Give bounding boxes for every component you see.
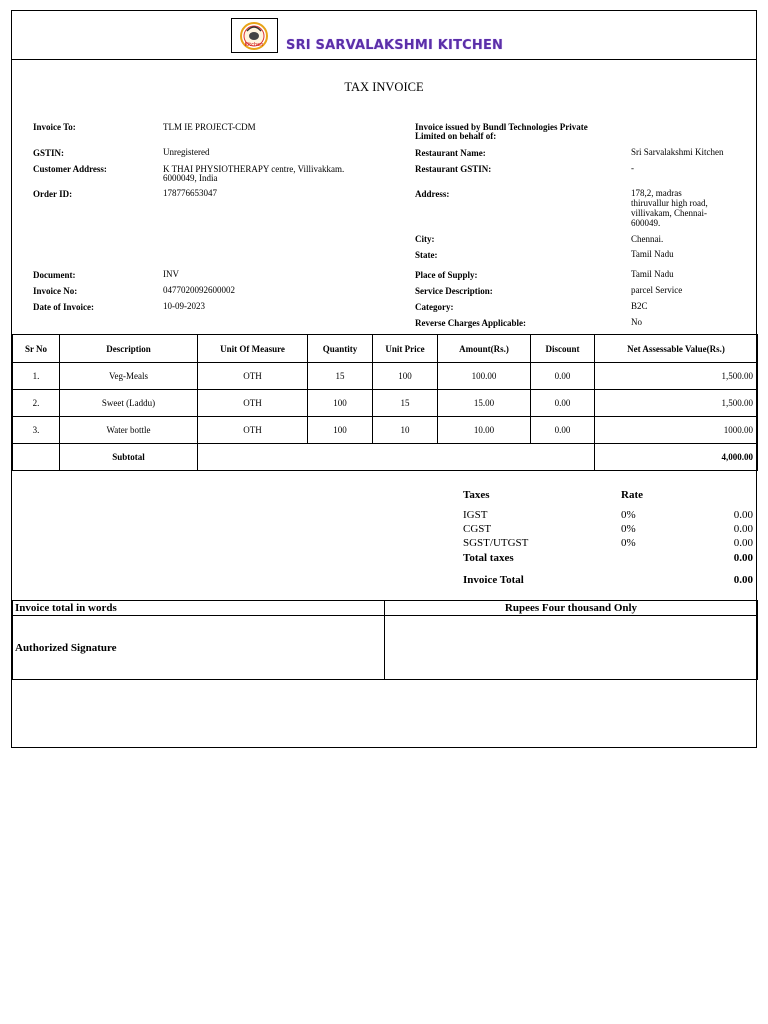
subtotal-blank — [13, 444, 60, 471]
igst-value: 0.00 — [733, 509, 753, 521]
reverse-charges-value: No — [631, 317, 642, 327]
invoice-no-value: 0477020092600002 — [163, 285, 235, 295]
header-discount: Discount — [531, 335, 595, 363]
cell-net-value: 1,500.00 — [595, 363, 758, 390]
cell-amount: 100.00 — [438, 363, 531, 390]
cell-unit: OTH — [198, 363, 308, 390]
table-row — [13, 390, 758, 417]
cell-unit-price: 15 — [373, 390, 438, 417]
restaurant-gstin-value: - — [631, 163, 634, 173]
order-id-label: Order ID: — [33, 189, 73, 199]
city-label: City: — [415, 234, 435, 244]
cell-discount: 0.00 — [531, 363, 595, 390]
sgst-label: SGST/UTGST — [463, 537, 529, 549]
invoice-total-value: 0.00 — [733, 574, 753, 586]
header-unit-price: Unit Price — [373, 335, 438, 363]
state-label: State: — [415, 250, 438, 260]
igst-label: IGST — [463, 509, 488, 521]
words-label: Invoice total in words — [13, 601, 385, 616]
customer-address-label: Customer Address: — [33, 164, 107, 174]
invoice-header — [12, 11, 756, 60]
address-line4: 600049. — [631, 218, 661, 228]
customer-address-line1: K THAI PHYSIOTHERAPY centre, Villivakkam. — [163, 164, 345, 174]
document-value: INV — [163, 269, 179, 279]
table-row — [13, 417, 758, 444]
subtotal-row — [13, 444, 758, 471]
cell-unit: OTH — [198, 417, 308, 444]
subtotal-spacer — [198, 444, 595, 471]
signature-row — [13, 616, 758, 680]
cell-sr-no: 2. — [13, 390, 60, 417]
date-value: 10-09-2023 — [163, 301, 205, 311]
cgst-rate: 0% — [621, 523, 636, 535]
cell-net-value: 1,500.00 — [595, 390, 758, 417]
total-taxes-label: Total taxes — [463, 552, 514, 564]
cell-net-value: 1000.00 — [595, 417, 758, 444]
gstin-label: GSTIN: — [33, 148, 65, 158]
invoice-total-label: Invoice Total — [463, 574, 524, 586]
total-taxes-value: 0.00 — [733, 552, 753, 564]
header-description: Description — [60, 335, 198, 363]
rate-heading: Rate — [621, 489, 643, 501]
place-label: Place of Supply: — [415, 270, 478, 280]
items-table — [12, 334, 758, 471]
address-line3: villivakam, Chennai- — [631, 208, 707, 218]
cell-description: Veg-Meals — [60, 363, 198, 390]
cell-amount: 15.00 — [438, 390, 531, 417]
cell-description: Water bottle — [60, 417, 198, 444]
invoice-no-label: Invoice No: — [33, 286, 78, 296]
address-line1: 178,2, madras — [631, 188, 682, 198]
category-value: B2C — [631, 301, 648, 311]
subtotal-value: 4,000.00 — [595, 444, 758, 471]
signature-box — [385, 616, 758, 680]
table-header-row — [13, 335, 758, 363]
cell-amount: 10.00 — [438, 417, 531, 444]
customer-address-line2: 6000049, India — [163, 173, 218, 183]
cell-unit: OTH — [198, 390, 308, 417]
restaurant-name-label: Restaurant Name: — [415, 148, 486, 158]
place-value: Tamil Nadu — [631, 269, 674, 279]
restaurant-gstin-label: Restaurant GSTIN: — [415, 164, 492, 174]
cell-sr-no: 3. — [13, 417, 60, 444]
restaurant-name-value: Sri Sarvalakshmi Kitchen — [631, 147, 724, 157]
header-net-value: Net Assessable Value(Rs.) — [595, 335, 758, 363]
cell-sr-no: 1. — [13, 363, 60, 390]
service-label: Service Description: — [415, 286, 493, 296]
cell-quantity: 15 — [308, 363, 373, 390]
signature-label: Authorized Signature — [13, 616, 385, 680]
footer-table — [12, 600, 758, 680]
service-value: parcel Service — [631, 285, 683, 295]
cell-unit-price: 10 — [373, 417, 438, 444]
state-value: Tamil Nadu — [631, 249, 674, 259]
restaurant-banner: SRI SARVALAKSHMI KITCHEN — [286, 38, 504, 53]
taxes-heading: Taxes — [463, 489, 490, 501]
date-label: Date of Invoice: — [33, 302, 94, 312]
gstin-value: Unregistered — [163, 147, 210, 157]
restaurant-logo — [231, 18, 278, 53]
cell-discount: 0.00 — [531, 390, 595, 417]
words-row — [13, 601, 758, 616]
cgst-label: CGST — [463, 523, 492, 535]
issued-by-line2: Limited on behalf of: — [415, 131, 497, 141]
sgst-rate: 0% — [621, 537, 636, 549]
cell-description: Sweet (Laddu) — [60, 390, 198, 417]
header-quantity: Quantity — [308, 335, 373, 363]
issued-by-line1: Invoice issued by Bundl Technologies Private — [415, 122, 588, 132]
address-label: Address: — [415, 189, 450, 199]
category-label: Category: — [415, 302, 454, 312]
reverse-charges-label: Reverse Charges Applicable: — [415, 318, 526, 328]
words-value: Rupees Four thousand Only — [385, 601, 758, 616]
header-unit-of-measure: Unit Of Measure — [198, 335, 308, 363]
cell-quantity: 100 — [308, 390, 373, 417]
svg-text:Kitchen: Kitchen — [244, 42, 264, 48]
invoice-to-label: Invoice To: — [33, 122, 76, 132]
cell-discount: 0.00 — [531, 417, 595, 444]
page-title: TAX INVOICE — [344, 80, 424, 94]
document-label: Document: — [33, 270, 76, 280]
address-line2: thiruvallur high road, — [631, 198, 708, 208]
header-sr-no: Sr No — [13, 335, 60, 363]
city-value: Chennai. — [631, 234, 664, 244]
sgst-value: 0.00 — [733, 537, 753, 549]
cell-quantity: 100 — [308, 417, 373, 444]
cgst-value: 0.00 — [733, 523, 753, 535]
igst-rate: 0% — [621, 509, 636, 521]
header-amount: Amount(Rs.) — [438, 335, 531, 363]
subtotal-label: Subtotal — [60, 444, 198, 471]
order-id-value: 178776653047 — [163, 188, 217, 198]
table-row — [13, 363, 758, 390]
cell-unit-price: 100 — [373, 363, 438, 390]
invoice-to-value: TLM IE PROJECT-CDM — [163, 122, 256, 132]
